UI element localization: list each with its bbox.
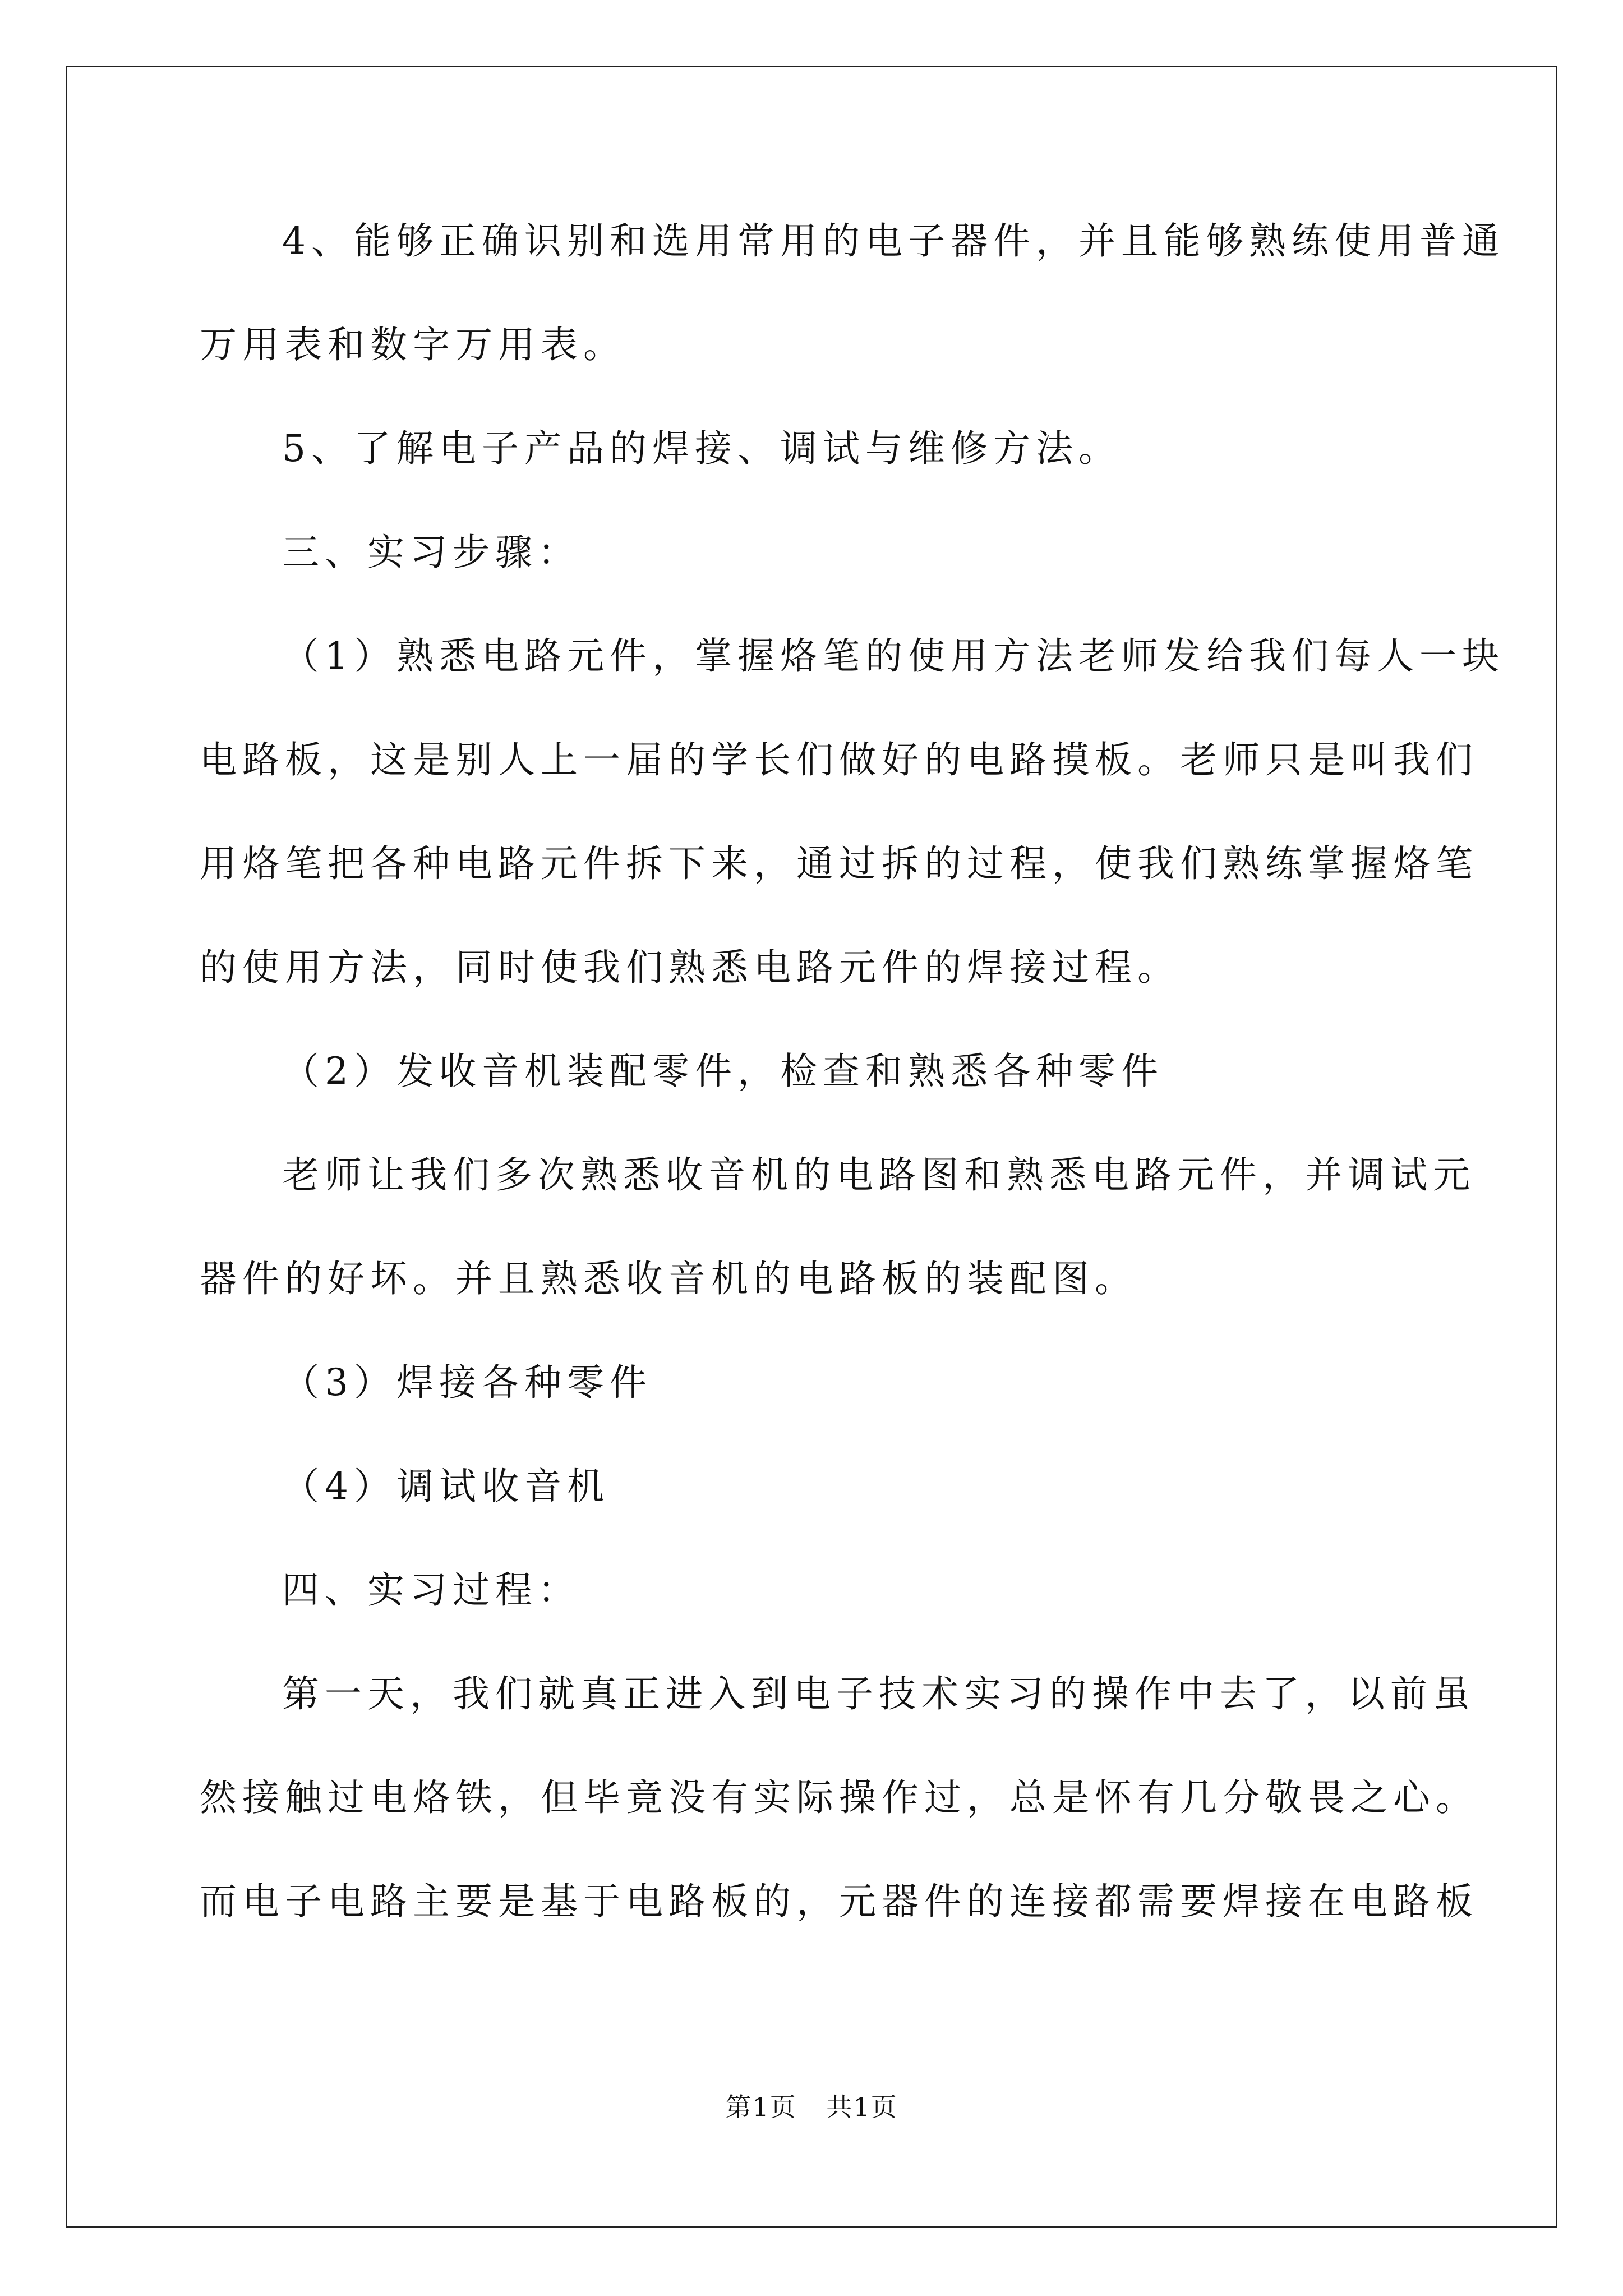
paragraph-line: 第一天，我们就真正进入到电子技术实习的操作中去了，以前虽 [282, 1672, 1476, 1715]
paragraph-line: 万用表和数字万用表。 [200, 323, 626, 366]
page-footer [0, 2090, 1623, 2124]
paragraph-line: 4、能够正确识别和选用常用的电子器件，并且能够熟练使用普通 [282, 219, 1505, 263]
paragraph-line: 然接触过电烙铁，但毕竟没有实际操作过，总是怀有几分敬畏之心。 [200, 1776, 1478, 1819]
section-heading: 四、实习过程： [282, 1568, 580, 1612]
page-total: 共1页 [826, 2092, 898, 2122]
paragraph-line: 5、了解电子产品的焊接、调试与维修方法。 [282, 427, 1121, 470]
section-heading: 三、实习步骤： [282, 531, 580, 574]
paragraph-line: （2）发收音机装配零件，检查和熟悉各种零件 [282, 1050, 1164, 1093]
paragraph-line: 老师让我们多次熟悉收音机的电路图和熟悉电路元件，并调试元 [282, 1153, 1476, 1197]
paragraph-line: （1）熟悉电路元件，掌握烙笔的使用方法老师发给我们每人一块 [282, 634, 1505, 678]
paragraph-line: 而电子电路主要是基于电路板的，元器件的连接都需要焊接在电路板 [200, 1880, 1478, 1923]
paragraph-line: 的使用方法，同时使我们熟悉电路元件的焊接过程。 [200, 946, 1180, 989]
paragraph-line: （4）调试收音机 [282, 1465, 610, 1508]
paragraph-line: 用烙笔把各种电路元件拆下来，通过拆的过程，使我们熟练掌握烙笔 [200, 842, 1478, 885]
paragraph-line: 器件的好坏。并且熟悉收音机的电路板的装配图。 [200, 1257, 1137, 1300]
page-number: 第1页 [725, 2092, 797, 2122]
paragraph-line: 电路板，这是别人上一届的学长们做好的电路摸板。老师只是叫我们 [200, 738, 1478, 781]
paragraph-line: （3）焊接各种零件 [282, 1361, 652, 1404]
